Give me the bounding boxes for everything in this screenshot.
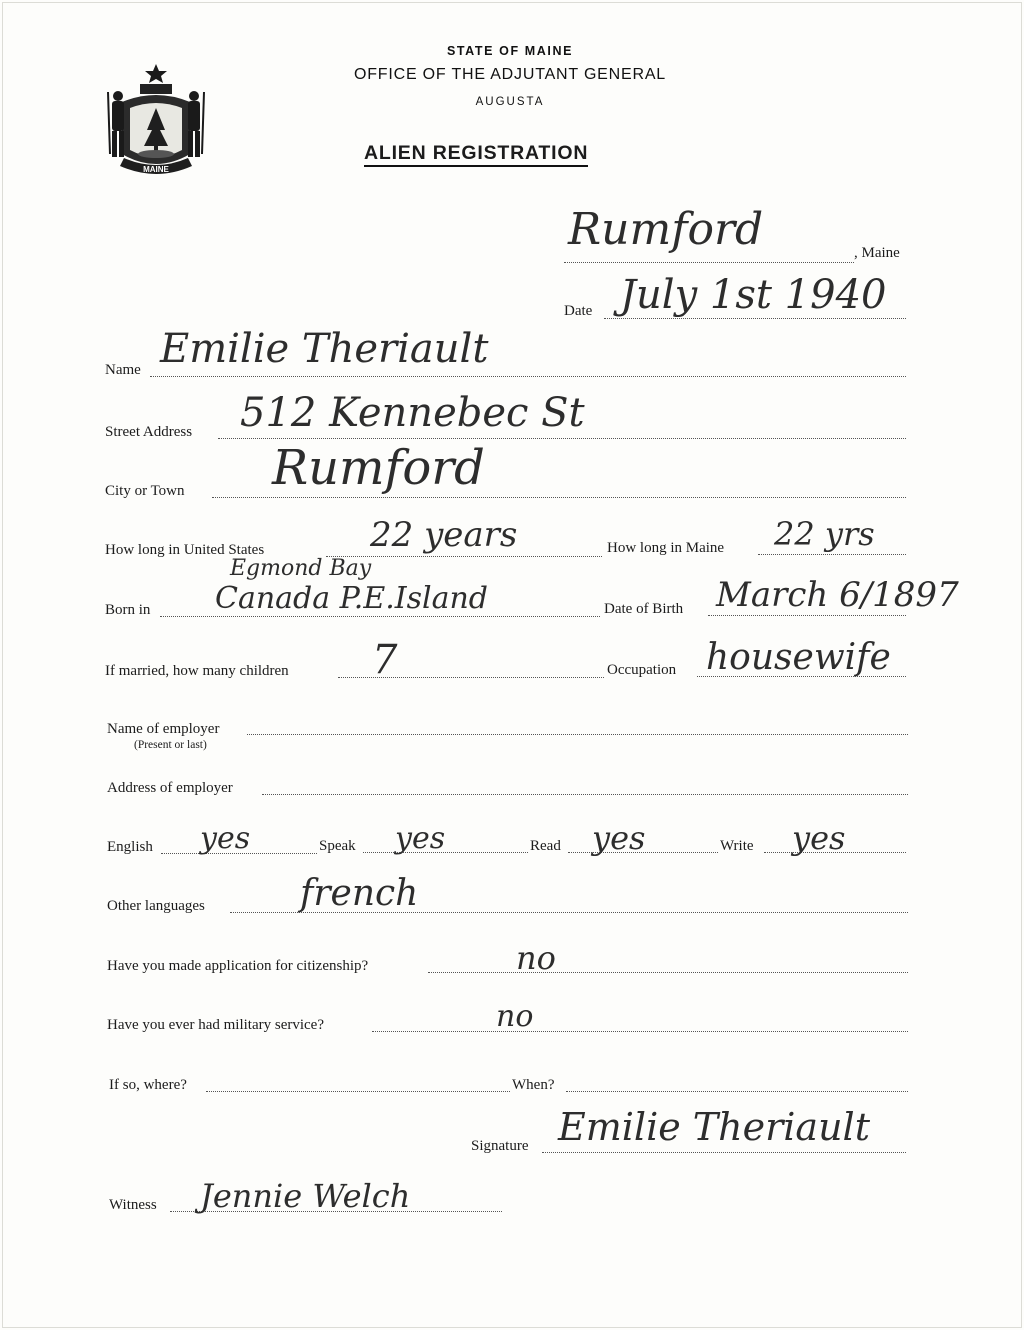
witness-entry: Jennie Welch [200,1177,411,1215]
date-line [604,318,906,319]
military-entry: no [496,999,534,1034]
citizenship-label: Have you made application for citizenship? [107,958,369,974]
city-entry: Rumford [272,440,485,496]
how-long-maine-line [758,554,906,555]
town-line [564,262,854,263]
when-line [566,1091,908,1092]
signature-label: Signature [471,1138,529,1154]
read-entry: yes [592,819,646,857]
employer-address-line [262,794,908,795]
form-title: ALIEN REGISTRATION [364,142,588,167]
speak-line [363,852,528,853]
other-languages-entry: french [300,873,419,914]
military-label: Have you ever had military service? [107,1017,324,1033]
signature-line [542,1152,906,1153]
speak-label: Speak [319,838,356,854]
witness-label: Witness [109,1197,157,1213]
date-entry: July 1st 1940 [620,272,887,318]
street-label: Street Address [105,424,193,440]
english-label: English [107,839,153,855]
name-label: Name [105,362,141,378]
seal-text: MAINE [143,165,169,174]
dob-line [708,615,906,616]
how-long-us-entry: 22 years [370,515,518,555]
when-label: When? [512,1077,555,1093]
maine-suffix: , Maine [854,245,900,261]
children-entry: 7 [372,637,398,683]
employer-label: Name of employer [107,721,220,737]
other-languages-label: Other languages [107,898,205,914]
dob-entry: March 6/1897 [716,575,959,615]
citizenship-entry: no [516,939,556,977]
signature-entry: Emilie Theriault [558,1105,870,1149]
occupation-entry: housewife [706,637,891,678]
born-in-note: Egmond Bay [230,556,372,581]
city-heading: AUGUSTA [475,96,545,108]
write-label: Write [720,838,754,854]
dob-label: Date of Birth [604,601,684,617]
occupation-label: Occupation [607,662,677,678]
how-long-maine-entry: 22 yrs [774,515,875,553]
street-entry: 512 Kennebec St [240,390,585,436]
children-label: If married, how many children [105,663,289,679]
write-entry: yes [792,819,846,857]
born-in-entry: Canada P.E.Island [215,581,489,616]
how-long-us-label: How long in United States [105,542,265,558]
town-entry: Rumford [568,204,764,255]
citizenship-line [428,972,908,973]
born-in-label: Born in [105,602,151,618]
military-line [372,1031,908,1032]
read-label: Read [530,838,561,854]
street-line [218,438,906,439]
name-entry: Emilie Theriault [160,326,489,372]
city-label: City or Town [105,483,185,499]
name-line [150,376,906,377]
born-in-line [160,616,600,617]
maine-seal-icon [100,62,212,184]
office-heading: OFFICE OF THE ADJUTANT GENERAL [353,66,667,83]
english-entry: yes [200,821,251,856]
employer-line [247,734,908,735]
how-long-maine-label: How long in Maine [607,540,725,556]
speak-entry: yes [395,821,446,856]
employer-address-label: Address of employer [107,780,233,796]
where-label: If so, where? [109,1077,187,1093]
where-line [206,1091,510,1092]
date-label: Date [564,303,593,319]
city-line [212,497,906,498]
employer-sublabel: (Present or last) [134,739,207,751]
state-heading: STATE OF MAINE [446,44,574,58]
